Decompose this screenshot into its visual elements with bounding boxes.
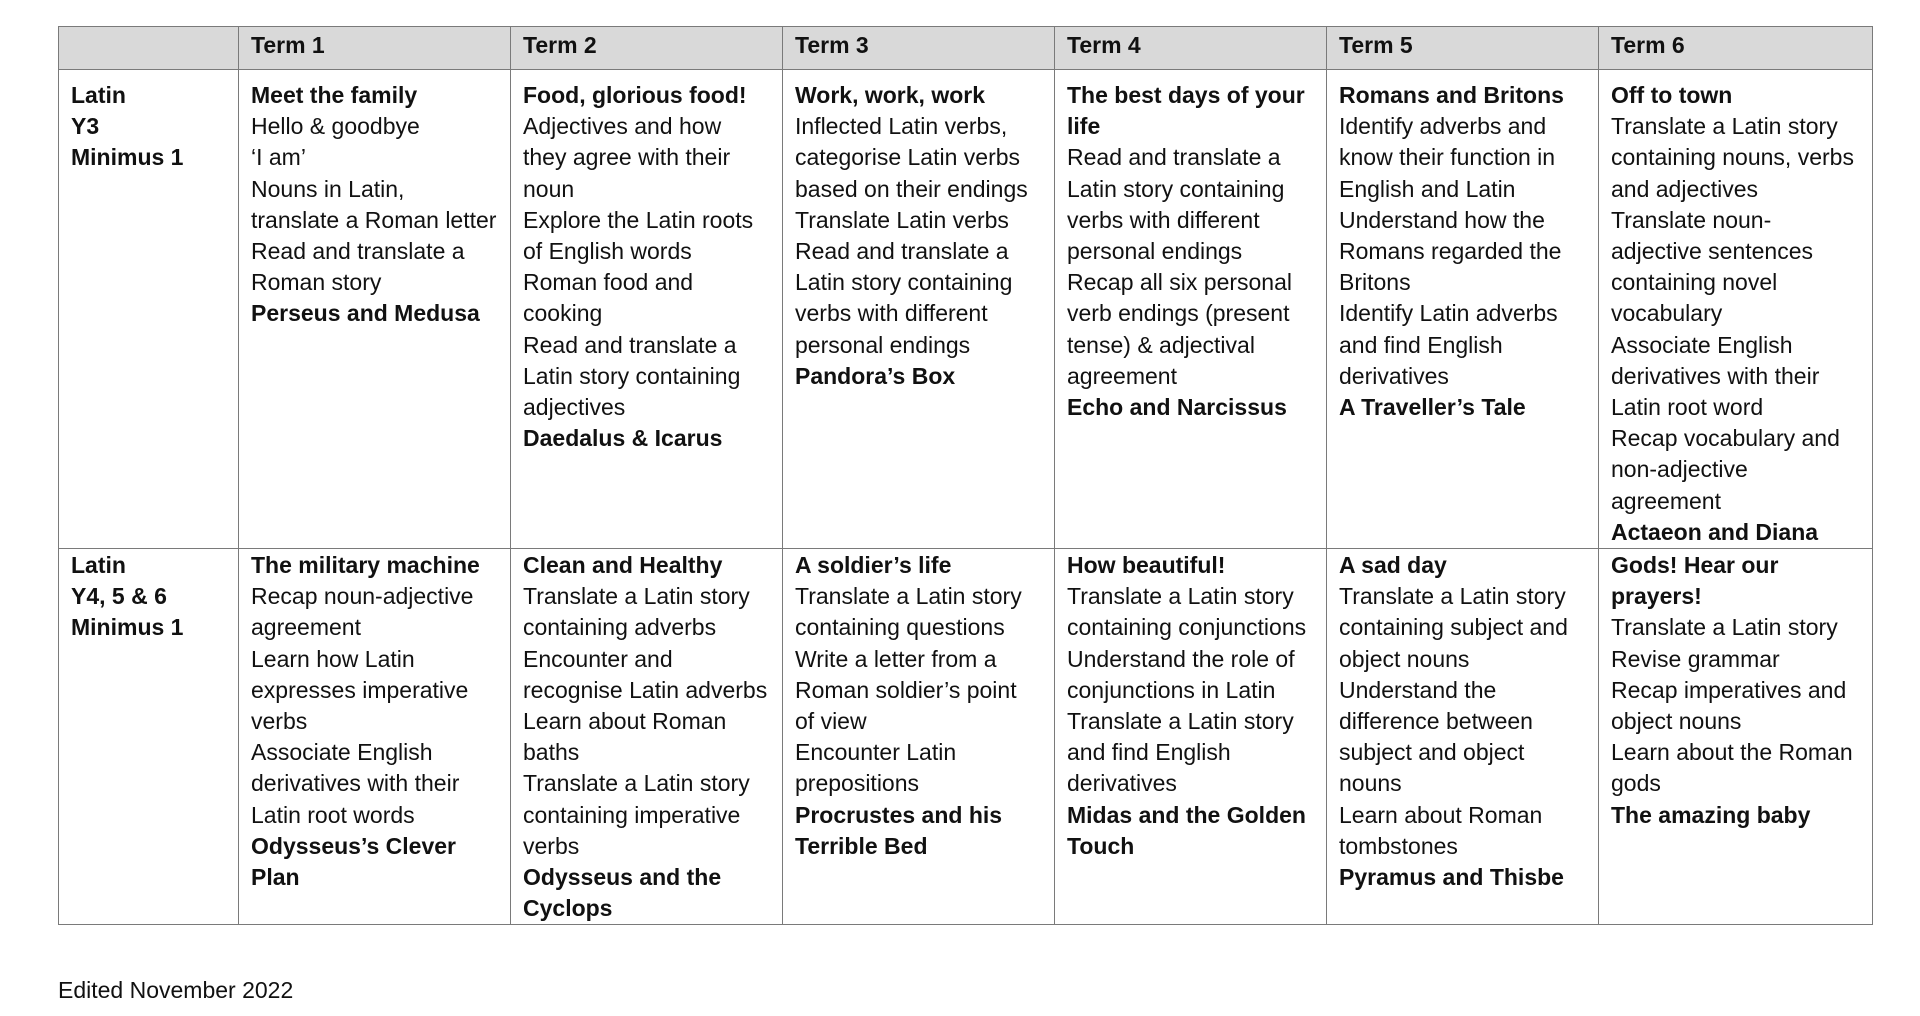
story-title: Actaeon and Diana xyxy=(1611,518,1819,545)
story-title: The amazing baby xyxy=(1611,801,1811,828)
curriculum-table xyxy=(58,26,1873,925)
header-term-2: Term 2 xyxy=(511,27,783,70)
header-term-4: Term 4 xyxy=(1055,27,1327,70)
story-title: Perseus and Medusa xyxy=(251,300,480,327)
header-row xyxy=(59,27,1873,70)
learning-objective: Translate Latin verbs xyxy=(795,206,1009,233)
story-title: Daedalus & Icarus xyxy=(523,425,723,452)
learning-objective: Encounter and recognise Latin adverbs xyxy=(523,645,768,703)
learning-objective: Translate a Latin story containing subject and object nouns xyxy=(1339,583,1568,672)
story-title: Pandora’s Box xyxy=(795,362,956,389)
term-cell xyxy=(1327,549,1599,925)
row-label-line: Latin xyxy=(71,552,126,579)
story-title: Odysseus and the Cyclops xyxy=(523,864,722,922)
footer-edited-date: Edited November 2022 xyxy=(58,977,294,1003)
learning-objective: Write a letter from a Roman soldier’s point of view xyxy=(795,645,1017,735)
story-title: Midas and the Golden Touch xyxy=(1067,801,1306,859)
term-cell xyxy=(239,549,511,925)
learning-objective: Identify adverbs and know their function in English and Latin xyxy=(1339,113,1556,202)
learning-objective: Explore the Latin roots of English words xyxy=(523,206,754,265)
learning-objective: Learn how Latin expresses imperative verbs xyxy=(251,645,469,735)
row-label-line: Minimus 1 xyxy=(71,614,184,641)
term-cell xyxy=(783,549,1055,925)
learning-objective: Read and translate a Latin story containing verbs with different personal endings xyxy=(795,238,1013,358)
learning-objective: Recap all six personal verb endings (present tense) & adjectival agreement xyxy=(1067,269,1293,389)
term-cell xyxy=(1055,549,1327,925)
learning-objective: Inflected Latin verbs, categorise Latin verbs based on their endings xyxy=(795,113,1028,202)
story-title: Pyramus and Thisbe xyxy=(1339,864,1564,891)
term-cell xyxy=(1599,549,1873,925)
unit-title: How beautiful! xyxy=(1067,552,1226,579)
unit-title: A soldier’s life xyxy=(795,552,952,579)
header-term-6: Term 6 xyxy=(1599,27,1873,70)
table-row xyxy=(59,549,1873,925)
story-title: A Traveller’s Tale xyxy=(1339,394,1526,421)
learning-objective: Nouns in Latin, translate a Roman letter xyxy=(251,175,497,233)
row-label-line: Latin xyxy=(71,82,126,108)
learning-objective: Read and translate a Latin story containing verbs with different personal endings xyxy=(1067,144,1285,265)
learning-objective: Learn about Roman tombstones xyxy=(1339,801,1543,859)
learning-objective: Read and translate a Roman story xyxy=(251,238,465,296)
learning-objective: Associate English derivatives with their Latin root words xyxy=(251,739,460,828)
unit-title: A sad day xyxy=(1339,552,1447,579)
learning-objective: Translate a Latin story containing questions xyxy=(795,583,1022,641)
row-label xyxy=(59,549,239,925)
learning-objective: Translate a Latin story containing adverbs xyxy=(523,583,750,641)
unit-title: Clean and Healthy xyxy=(523,552,723,579)
learning-objective: Translate noun-adjective sentences containing novel vocabulary xyxy=(1611,206,1814,327)
unit-title: The military machine xyxy=(251,552,480,579)
row-label-line: Minimus 1 xyxy=(71,144,184,171)
story-title: Procrustes and his Terrible Bed xyxy=(795,801,1003,859)
learning-objective: Understand how the Romans regarded the Britons xyxy=(1339,206,1562,296)
term-cell xyxy=(239,70,511,549)
learning-objective: Translate a Latin story containing nouns, verbs and adjectives xyxy=(1611,113,1854,202)
row-label-line: Y4, 5 & 6 xyxy=(71,583,167,610)
learning-objective: Translate a Latin story containing imperative verbs xyxy=(523,770,750,859)
header-term-3: Term 3 xyxy=(783,27,1055,70)
learning-objective: Translate a Latin story containing conjunctions xyxy=(1067,583,1307,641)
header-corner xyxy=(59,27,239,70)
term-cell xyxy=(783,70,1055,549)
learning-objective: Identify Latin adverbs and find English derivatives xyxy=(1339,300,1558,389)
unit-title: Meet the family xyxy=(251,82,418,108)
term-cell xyxy=(1599,70,1873,549)
term-cell xyxy=(511,70,783,549)
unit-title: Work, work, work xyxy=(795,82,986,108)
learning-objective: Recap vocabulary and non-adjective agreement xyxy=(1611,425,1840,514)
header-term-5: Term 5 xyxy=(1327,27,1599,70)
story-title: Odysseus’s Clever Plan xyxy=(251,832,456,891)
learning-objective: Encounter Latin prepositions xyxy=(795,739,957,797)
learning-objective: Recap noun-adjective agreement xyxy=(251,583,474,641)
header-term-1: Term 1 xyxy=(239,27,511,70)
learning-objective: Roman food and cooking xyxy=(523,269,694,327)
learning-objective: Read and translate a Latin story containing adjectives xyxy=(523,331,741,421)
learning-objective: Revise grammar xyxy=(1611,645,1780,672)
term-cell xyxy=(1055,70,1327,549)
table-row xyxy=(59,70,1873,549)
learning-objective: Understand the role of conjunctions in Latin xyxy=(1067,645,1295,703)
unit-title: Gods! Hear our prayers! xyxy=(1611,552,1779,610)
unit-title: Off to town xyxy=(1611,82,1733,108)
learning-objective: ‘I am’ xyxy=(251,144,306,171)
learning-objective: Understand the difference between subject and object nouns xyxy=(1339,676,1533,797)
row-label-line: Y3 xyxy=(71,113,100,140)
learning-objective: Learn about the Roman gods xyxy=(1611,739,1853,797)
learning-objective: Translate a Latin story and find English derivatives xyxy=(1067,708,1294,797)
unit-title: Romans and Britons xyxy=(1339,82,1564,108)
learning-objective: Adjectives and how they agree with their noun xyxy=(523,113,731,202)
learning-objective: Recap imperatives and object nouns xyxy=(1611,676,1847,735)
term-cell xyxy=(511,549,783,925)
story-title: Echo and Narcissus xyxy=(1067,394,1287,421)
learning-objective: Learn about Roman baths xyxy=(523,708,727,766)
unit-title: Food, glorious food! xyxy=(523,82,747,108)
term-cell xyxy=(1327,70,1599,549)
unit-title: The best days of your life xyxy=(1067,82,1305,140)
learning-objective: Hello & goodbye xyxy=(251,113,420,140)
learning-objective: Translate a Latin story xyxy=(1611,614,1838,641)
learning-objective: Associate English derivatives with their Latin root word xyxy=(1611,331,1820,421)
row-label xyxy=(59,70,239,549)
